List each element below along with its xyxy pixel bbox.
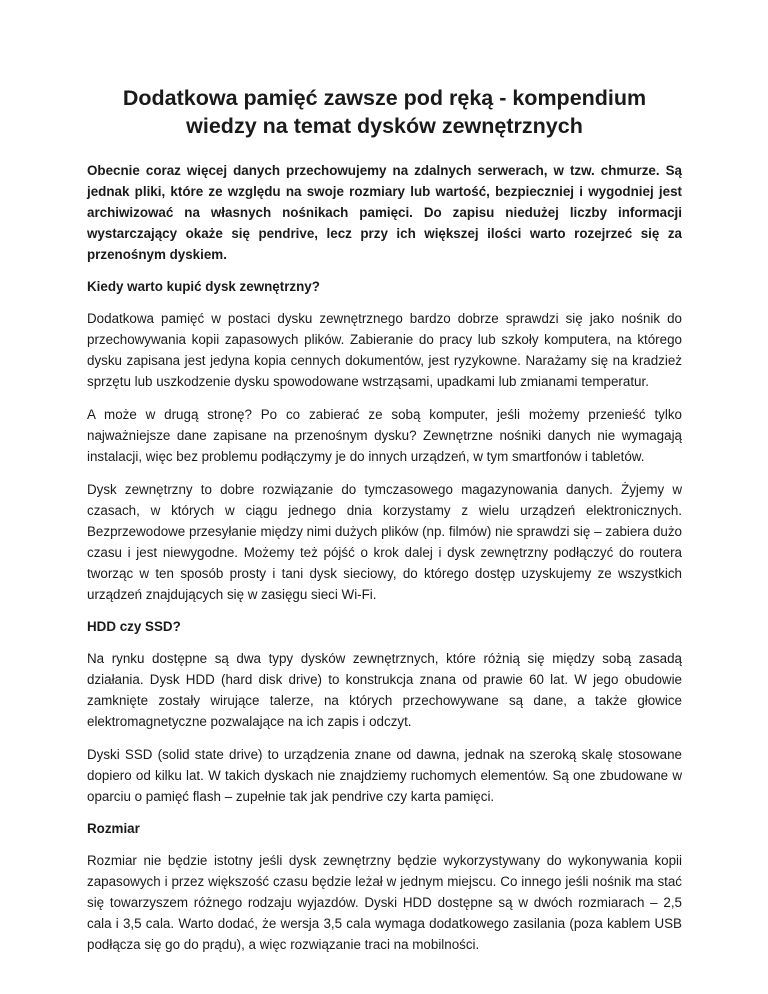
paragraph: Dyski SSD (solid state drive) to urządzenia znane od dawna, jednak na szeroką skalę stosowane dopiero od kilku lat. W takich dyskach nie znajdziemy ruchomych elementów. Są one zbudowane w oparciu o pamięć flash – zupełnie tak jak pendrive czy karta pamięci. <box>87 747 682 804</box>
lead-paragraph: Obecnie coraz więcej danych przechowujemy na zdalnych serwerach, w tzw. chmurze. Są jednak pliki, które ze względu na swoje rozmiary lub wartość, bezpieczniej i wygodniej jest archiwizować na własnych nośnikach pamięci. Do zapisu niedużej liczby informacji wystarczający okaże się pendrive, lecz przy ich większej ilości warto rozejrzeć się za przenośnym dyskiem. <box>87 163 682 262</box>
paragraph: A może w drugą stronę? Po co zabierać ze sobą komputer, jeśli możemy przenieść tylko najważniejsze dane zapisane na przenośnym dysku? Zewnętrzne nośniki danych nie wymagają instalacji, więc bez problemu podłączymy je do innych urządzeń, w tym smartfonów i tabletów. <box>87 407 682 464</box>
paragraph: Na rynku dostępne są dwa typy dysków zewnętrznych, które różnią się między sobą zasadą działania. Dysk HDD (hard disk drive) to konstrukcja znana od prawie 60 lat. W jego obudowie zamknięte zostały wirujące talerze, na których przechowywane są dane, a także głowice elektromagnetyczne pozwalające na ich zapis i odczyt. <box>87 651 682 729</box>
section-heading-when-to-buy: Kiedy warto kupić dysk zewnętrzny? <box>87 279 320 294</box>
section-heading-size: Rozmiar <box>87 821 140 836</box>
section-heading-hdd-vs-ssd: HDD czy SSD? <box>87 619 181 634</box>
document-title: Dodatkowa pamięć zawsze pod ręką - kompendium wiedzy na temat dysków zewnętrznych <box>122 86 647 138</box>
paragraph: Rozmiar nie będzie istotny jeśli dysk zewnętrzny będzie wykorzystywany do wykonywania kopii zapasowych i przez większość czasu będzie leżał w jednym miejscu. Co innego jeśli nośnik ma stać się towarzyszem różnego rodzaju wyjazdów. Dyski HDD dostępne są w dwóch rozmiarach – 2,5 cala i 3,5 cala. Warto dodać, że wersja 3,5 cala wymaga dodatkowego zasilania (poza kablem USB podłącza się go do prądu), a więc rozwiązanie traci na mobilności. <box>87 853 682 952</box>
paragraph: Dodatkowa pamięć w postaci dysku zewnętrznego bardzo dobrze sprawdzi się jako nośnik do przechowywania kopii zapasowych plików. Zabieranie do pracy lub szkoły komputera, na którego dysku zapisana jest jedyna kopia cennych dokumentów, jest ryzykowne. Narażamy się na kradzież sprzętu lub uszkodzenie dysku spowodowane wstrząsami, upadkami lub zmianami temperatur. <box>87 311 682 389</box>
paragraph: Dysk zewnętrzny to dobre rozwiązanie do tymczasowego magazynowania danych. Żyjemy w czasach, w których w ciągu jednego dnia korzystamy z wielu urządzeń elektronicznych. Bezprzewodowe przesyłanie między nimi dużych plików (np. filmów) nie sprawdzi się – zabiera dużo czasu i jest niewygodne. Możemy też pójść o krok dalej i dysk zewnętrzny podłączyć do routera tworząc w ten sposób prosty i tani dysk sieciowy, do którego dostęp uzyskujemy ze wszystkich urządzeń znajdujących się w zasięgu sieci Wi-Fi. <box>87 482 682 602</box>
